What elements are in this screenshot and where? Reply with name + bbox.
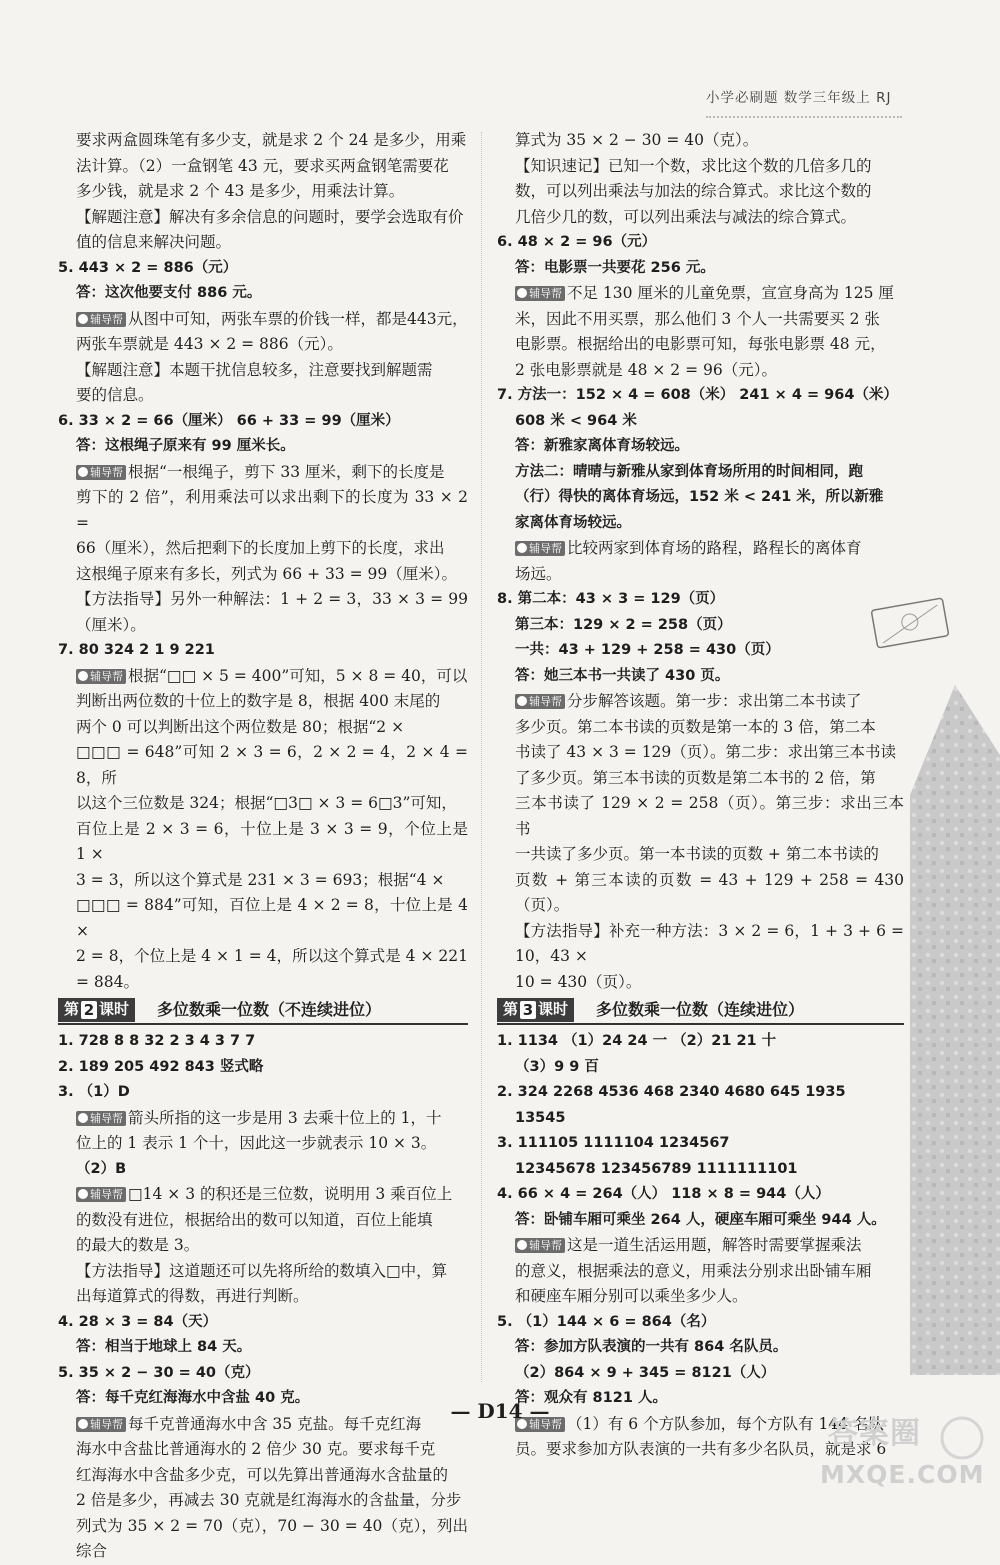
badge-label: 辅导帮 [90,669,123,683]
text-line: 多少钱，就是求 2 个 43 是多少，用乘法计算。 [76,182,405,200]
text-line: □□□ = 884”可知，百位上是 4 × 2 = 8，十位上是 4 × [76,896,468,940]
answer-line: （2）B [76,1160,127,1177]
text-line: 海水中含盐比普通海水的 2 倍少 30 克。要求每千克 [76,1440,436,1458]
lightbulb-icon [517,1240,527,1250]
text-line: 【方法指导】另外一种解法：1 + 2 = 3，33 × 3 = 99（厘米）。 [76,590,468,634]
text-line: 几倍少几的数，可以列出乘法与减法的综合算式。 [515,207,857,226]
hint-badge [515,286,565,301]
text-line: 【解题注意】本题干扰信息较多，注意要找到解题需 [76,360,433,379]
badge-label: 辅导帮 [90,312,123,326]
text-line: 员。要求参加方队表演的一共有多少名队员，就是求 6 [515,1440,887,1458]
decorative-side-pattern [910,685,1000,1375]
hint-text: □14 × 3 的积还是三位数，说明用 3 乘百位上 [128,1185,453,1203]
lightbulb-icon [517,696,527,706]
answer-line: 4. 66 × 4 = 264（人） 118 × 8 = 944（人） [497,1186,830,1202]
answer-line: 8. 第二本：43 × 3 = 129（页） [497,591,725,607]
answer-line: （2）864 × 9 + 345 = 8121（人） [515,1364,776,1381]
hint-text: 箭头所指的这一步是用 3 去乘十位上的 1，十 [128,1108,442,1127]
hint-badge [515,541,565,556]
answer-line: 6. 33 × 2 = 66（厘米） 66 + 33 = 99（厘米） [58,412,400,429]
lesson-suffix: 课时 [538,1000,569,1019]
badge-label: 辅导帮 [529,542,562,555]
hint-line [58,1182,468,1208]
answer-line: 答：观众有 8121 人。 [515,1390,667,1406]
hint-badge [76,465,126,480]
text-line: 的数没有进位，根据给出的数可以知道，百位上能填 [76,1210,433,1229]
hint-text: （1）有 6 个方队参加，每个方队有 144 名队 [567,1414,885,1433]
answer-line: 答：相当于地球上 84 天。 [76,1339,252,1355]
lightbulb-icon [78,671,88,681]
hint-badge [515,1238,565,1253]
text-line: 百位上是 2 × 3 = 6，十位上是 3 × 3 = 9，个位上是 1 × [76,819,468,863]
text-line: 这根绳子原来有多长，列式为 66 + 33 = 99（厘米）。 [76,564,458,583]
answer-line: 一共：43 + 129 + 258 = 430（页） [515,642,780,658]
lesson-title: 多位数乘一位数（不连续进位） [157,1000,382,1020]
answer-line: 6. 48 × 2 = 96（元） [497,234,657,250]
text-line: 两张车票就是 443 × 2 = 886（元）。 [76,335,343,353]
text-line: 三本书读了 129 × 2 = 258（页）。第三步：求出三本书 [515,794,904,838]
lightbulb-icon [517,543,527,553]
text-line: 要求两盒圆珠笔有多少支，就是求 2 个 24 是多少，用乘 [76,131,467,149]
hint-text: 这是一道生活运用题，解答时需要掌握乘法 [567,1236,862,1254]
hint-text: 分步解答该题。第一步：求出第二本书读了 [567,692,862,710]
hint-line [58,664,468,690]
hint-text: 不足 130 厘米的儿童免票，宣宣身高为 125 厘 [567,284,894,302]
badge-label: 辅导帮 [90,465,123,479]
hint-badge [76,1111,126,1126]
badge-label: 辅导帮 [529,1417,562,1431]
text-line: 数，可以列出乘法与加法的综合算式。求比这个数的 [515,182,872,200]
text-line: 红海海水中含盐多少克，可以先算出普通海水含盐量的 [76,1465,449,1484]
answer-line: 5. 443 × 2 = 886（元） [58,259,238,276]
answer-line: 608 米 < 964 米 [515,412,637,429]
lightbulb-icon [78,1189,88,1199]
answer-line: 方法二：晴晴与新雅从家到体育场所用的时间相同，跑 [515,463,863,480]
badge-label: 辅导帮 [90,1188,123,1201]
answer-line: 1. 728 8 8 32 2 3 4 3 7 7 [58,1033,256,1049]
hint-line [58,460,468,486]
answer-line: 7. 80 324 2 1 9 221 [58,642,215,658]
hint-text: 根据“一根绳子，剪下 33 厘米，剩下的长度是 [128,462,445,481]
answer-line: 答：参加方队表演的一共有 864 名队员。 [515,1339,788,1355]
lightbulb-icon [78,467,88,477]
hint-line [497,689,904,715]
badge-label: 辅导帮 [529,287,562,300]
answer-line: 7. 方法一：152 × 4 = 608（米） 241 × 4 = 964（米） [497,387,898,403]
answer-line: 第三本：129 × 2 = 258（页） [515,616,732,633]
answer-line: 2. 189 205 492 843 竖式略 [58,1058,264,1075]
badge-label: 辅导帮 [90,1111,123,1125]
answer-line: 5. 35 × 2 − 30 = 40（克） [58,1364,260,1381]
lightbulb-icon [517,288,527,298]
text-line: 和硬座车厢分别可以乘坐多少人。 [515,1287,748,1305]
lesson-tag [497,998,574,1022]
text-line: 多少页。第二本书读的页数是第一本的 3 倍，第二本 [515,717,876,736]
hint-line [497,281,904,307]
text-line: 电影票。根据给出的电影票可知，每张电影票 48 元， [515,335,886,353]
lesson-number: 3 [520,1001,536,1019]
answer-line: 4. 28 × 3 = 84（天） [58,1313,218,1330]
hint-line [58,1106,468,1132]
answer-line: 答：她三本书一共读了 430 页。 [515,667,730,684]
badge-label: 辅导帮 [90,1417,123,1431]
text-line: □□□ = 648”可知 2 × 3 = 6，2 × 2 = 4，2 × 4 = 8，所 [76,743,468,787]
lesson-number: 2 [81,1001,97,1019]
badge-label: 辅导帮 [529,1239,562,1252]
lightbulb-icon [78,1113,88,1123]
text-line: 要的信息。 [76,386,154,404]
text-line: 3 = 3，所以这个算式是 231 × 3 = 693；根据“4 × [76,870,445,889]
text-line: 列式为 35 × 2 = 70（克），70 − 30 = 40（克），列出综合 [76,1516,468,1560]
header-divider [706,116,902,118]
answer-line: 5. （1）144 × 6 = 864（名） [497,1313,716,1330]
right-column [497,128,904,1463]
text-line: 以这个三位数是 324；根据“□3□ × 3 = 6□3”可知， [76,794,457,812]
text-line: 【方法指导】这道题还可以先将所给的数填入□中，算 [76,1261,448,1280]
hint-text: 每千克普通海水中含 35 克盐。每千克红海 [128,1414,422,1433]
hint-line [58,307,468,333]
hint-text: 根据“□□ × 5 = 400”可知，5 × 8 = 40，可以 [128,666,468,685]
answer-line: 3. 111105 1111104 1234567 [497,1135,730,1151]
text-line: 剪下的 2 倍”，利用乘法可以求出剩下的长度为 33 × 2 = [76,488,468,532]
answer-line: 12345678 123456789 1111111101 [515,1160,798,1177]
lesson-heading [58,997,468,1025]
answer-line: 答：卧铺车厢可乘坐 264 人，硬座车厢可乘坐 944 人。 [515,1211,886,1228]
hint-line [497,536,904,562]
text-line: 算式为 35 × 2 − 30 = 40（克）。 [515,131,759,149]
text-line: 场远。 [515,564,562,583]
text-line: 2 = 8，个位上是 4 × 1 = 4，所以这个算式是 4 × 221 = 884。 [76,947,468,991]
badge-label: 辅导帮 [529,695,562,708]
hint-badge [76,312,126,327]
watermark-title: 答案圈 [828,1416,921,1451]
hint-badge [515,694,565,709]
left-column [58,128,468,1565]
text-line: 位上的 1 表示 1 个十，因此这一步就表示 10 × 3。 [76,1134,437,1152]
lesson-prefix: 第 [503,1000,519,1019]
text-line: 【知识速记】已知一个数，求比这个数的几倍多几的 [515,156,872,175]
lesson-title: 多位数乘一位数（连续进位） [596,1000,805,1020]
answer-line: 3. （1）D [58,1084,130,1100]
answer-line: 13545 [515,1109,566,1126]
answer-line: 答：电影票一共要花 256 元。 [515,259,715,276]
text-line: 的意义，根据乘法的意义，用乘法分别求出卧铺车厢 [515,1261,872,1280]
text-line: 值的信息来解决问题。 [76,233,232,251]
text-line: 2 张电影票就是 48 × 2 = 96（元）。 [515,360,777,379]
lightbulb-icon [78,314,88,324]
hint-badge [76,669,126,684]
answer-line: 答：新雅家离体育场较远。 [515,438,689,454]
lesson-prefix: 第 [64,1000,80,1019]
answer-line: 答：每千克红海海水中含盐 40 克。 [76,1390,310,1406]
answer-line: （行）得快的离体育场远，152 米 < 241 米，所以新雅 [515,489,884,505]
text-line: 书读了 43 × 3 = 129（页）。第二步：求出第三本书读 [515,743,897,761]
text-line: 的最大的数是 3。 [76,1236,200,1254]
watermark-url: MXQE.COM [820,1460,985,1489]
lesson-suffix: 课时 [99,1000,130,1019]
text-line: 法计算。（2）一盒钢笔 43 元，要求买两盒钢笔需要花 [76,156,449,175]
answer-line: 家离体育场较远。 [515,514,631,531]
answer-line: 答：这次他要支付 886 元。 [76,285,262,301]
text-line: 10 = 430（页）。 [515,972,642,991]
column-divider [481,132,482,1382]
text-line: 了多少页。第三本书读的页数是第二本书的 2 倍，第 [515,768,876,787]
page-header: 小学必刷题 数学三年级上 RJ [706,90,892,106]
lesson-tag [58,998,135,1022]
text-line: 【方法指导】补充一种方法：3 × 2 = 6，1 + 3 + 6 = 10，43 × [515,921,904,965]
page-number: — D14 — [450,1399,550,1423]
hint-text: 从图中可知，两张车票的价钱一样，都是443元， [128,309,468,328]
text-line: 出每道算式的得数，再进行判断。 [76,1287,309,1305]
text-line: 米，因此不用买票，那么他们 3 个人一共需要买 2 张 [515,309,880,328]
hint-text: 比较两家到体育场的路程，路程长的离体育 [567,539,862,557]
answer-line: （3）9 9 百 [515,1058,599,1075]
text-line: 判断出两位数的十位上的数字是 8，根据 400 末尾的 [76,692,441,710]
text-line: 66（厘米），然后把剩下的长度加上剪下的长度，求出 [76,539,445,557]
text-line: 一共读了多少页。第一本书读的页数 + 第二本书读的 [515,845,879,863]
hint-line [497,1233,904,1259]
text-line: 两个 0 可以判断出这个两位数是 80；根据“2 × [76,717,405,736]
answer-line: 2. 324 2268 4536 468 2340 4680 645 1935 [497,1084,846,1100]
text-line: 页数 + 第三本读的页数 = 43 + 129 + 258 = 430（页）。 [515,870,904,914]
text-line: 2 倍是多少，再减去 30 克就是红海海水的含盐量，分步 [76,1491,462,1509]
answer-line: 1. 1134 （1）24 24 一 （2）21 21 十 [497,1033,777,1049]
hint-badge [76,1187,126,1202]
answer-line: 答：这根绳子原来有 99 厘米长。 [76,438,295,454]
text-line: 【解题注意】解决有多余信息的问题时，要学会选取有价 [76,207,464,226]
lesson-heading [497,997,904,1025]
